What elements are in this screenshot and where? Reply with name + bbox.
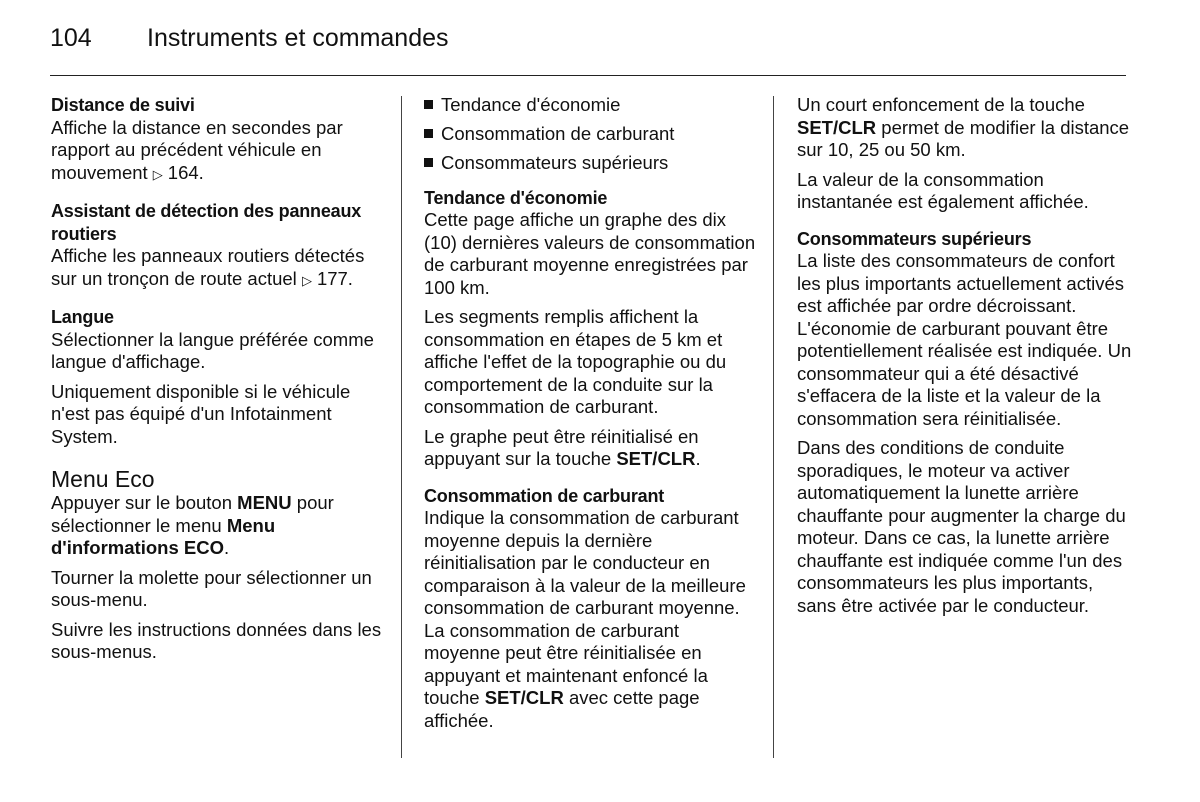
section-heading-tsr: Assistant de détection des panneaux routiers bbox=[51, 201, 362, 244]
column-divider bbox=[773, 96, 774, 758]
list-item: Tendance d'économie bbox=[424, 94, 759, 117]
page-ref-icon: ▷ bbox=[152, 166, 163, 182]
section-heading-conso: Consommation de carburant bbox=[424, 485, 665, 506]
paragraph: Sélectionner la langue préférée comme langue d'affichage. bbox=[51, 328, 374, 372]
bullet-icon bbox=[424, 158, 433, 167]
paragraph: Indique la consommation de carburant moyenne depuis la dernière réinitialisation par le conducteur en comparaison à la valeur de la meilleure consommation de carburant moyenne. La consommation de carburant moyenne peut être réinitialisée en appuyant et maintenant enfoncé la touche SET/CLR avec cette page affichée. bbox=[424, 507, 746, 731]
page-title: Instruments et commandes bbox=[147, 24, 449, 52]
paragraph: Cette page affiche un graphe des dix (10) dernières valeurs de consommation de carburant moyenne enregistrées par 100 km. bbox=[424, 209, 756, 298]
section-heading-distance: Distance de suivi bbox=[51, 95, 195, 115]
paragraph: Affiche les panneaux routiers détectés sur un tronçon de route actuel ▷ 177. bbox=[51, 245, 386, 292]
column-divider bbox=[401, 96, 402, 758]
column-3 bbox=[797, 94, 1132, 624]
list-item: Consommation de carburant bbox=[424, 123, 759, 146]
list-item: Consommateurs supérieurs bbox=[424, 152, 759, 175]
paragraph: Affiche la distance en secondes par rapport au précédent véhicule en mouvement ▷ 164. bbox=[51, 117, 386, 187]
paragraph: Le graphe peut être réinitialisé en appuyant sur la touche SET/CLR. bbox=[424, 425, 701, 469]
column-1 bbox=[51, 94, 386, 671]
section-heading-superieurs: Consommateurs supérieurs bbox=[797, 228, 1032, 249]
section-heading-tendance: Tendance d'économie bbox=[424, 187, 608, 208]
paragraph: La valeur de la consommation instantanée est également affichée. bbox=[797, 168, 1089, 212]
paragraph: Dans des conditions de conduite sporadiques, le moteur va activer automatiquement la lunette arrière chauffante pour augmenter la charge du moteur. Dans ce cas, la lunette arrière chauffante est indiquée comme l'un des consommateurs les plus importants, sans être activée par le conducteur. bbox=[797, 437, 1126, 616]
bullet-icon bbox=[424, 129, 433, 138]
bullet-list bbox=[424, 94, 759, 175]
paragraph: Un court enfoncement de la touche SET/CLR permet de modifier la distance sur 10, 25 ou 50 km. bbox=[797, 94, 1130, 160]
column-2 bbox=[424, 94, 759, 739]
page-ref-icon: ▷ bbox=[301, 272, 312, 288]
header-rule bbox=[50, 75, 1126, 76]
page-number: 104 bbox=[50, 24, 92, 52]
paragraph: Suivre les instructions données dans les sous-menus. bbox=[51, 618, 382, 662]
section-heading-eco: Menu Eco bbox=[51, 466, 155, 492]
bullet-icon bbox=[424, 100, 433, 109]
section-heading-langue: Langue bbox=[51, 307, 114, 327]
paragraph: La liste des consommateurs de confort les plus importants actuellement activés est affichée par ordre décroissant. L'économie de carburant pouvant être potentiellement réalisée est indiquée. Un consommateur qui a été désactivé s'effacera de la liste et la valeur de la consommation sera réinitialisée. bbox=[797, 250, 1132, 429]
paragraph: Tourner la molette pour sélectionner un sous-menu. bbox=[51, 566, 372, 610]
paragraph: Uniquement disponible si le véhicule n'est pas équipé d'un Infotainment System. bbox=[51, 380, 351, 447]
paragraph: Les segments remplis affichent la consommation en étapes de 5 km et affiche l'effet de la topographie ou du comportement de la conduite sur la consommation de carburant. bbox=[424, 306, 727, 417]
paragraph: Appuyer sur le bouton MENU pour sélectionner le menu Menu d'informations ECO. bbox=[51, 492, 334, 558]
